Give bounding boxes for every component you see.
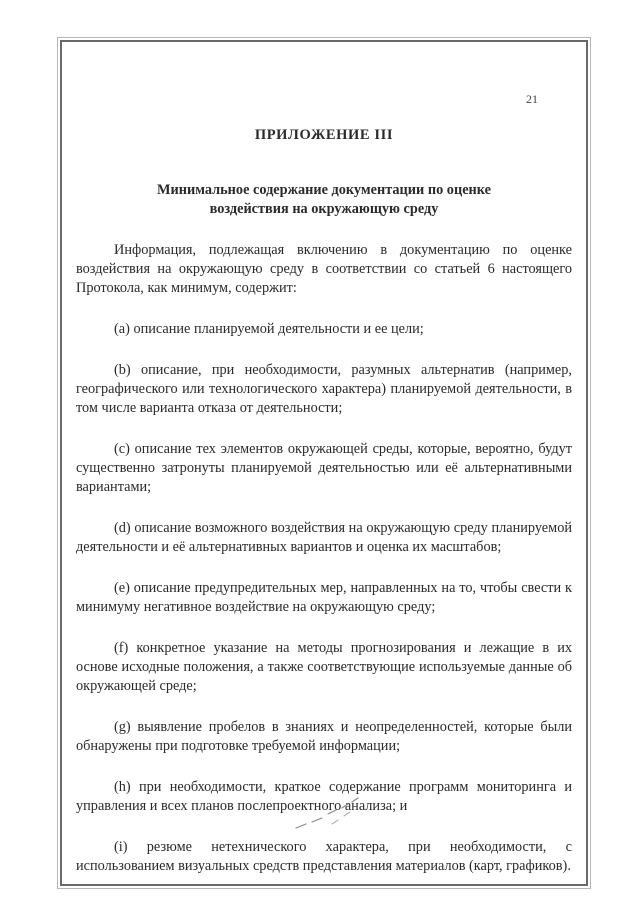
page-border <box>60 40 588 886</box>
list-item-a: (a) описание планируемой деятельности и ее цели; <box>114 321 424 337</box>
annex-subheading: Минимальное содержание документации по оценке воздействия на окружающую среду <box>156 182 491 217</box>
pen-mark-decoration <box>292 794 372 834</box>
list-item-e: (e) описание предупредительных мер, направленных на то, чтобы свести к минимуму негативное воздействие на окружающую среду; <box>76 580 572 615</box>
intro-paragraph: Информация, подлежащая включению в документацию по оценке воздействия на окружающую среду в соответствии со статьей 6 настоящего Протокола, как минимум, содержит: <box>76 242 572 296</box>
list-item-d: (d) описание возможного воздействия на окружающую среду планируемой деятельности и её альтернативных вариантов и оценка их масштабов; <box>76 520 572 555</box>
page-number: 21 <box>526 92 538 106</box>
list-item-f: (f) конкретное указание на методы прогнозирования и лежащие в их основе исходные положения, а также соответствующие используемые данные об окружающей среде; <box>76 640 572 694</box>
list-item-h: (h) при необходимости, краткое содержание программ мониторинга и управления и всех планов послепроектного анализа; и <box>76 779 572 814</box>
list-item-g: (g) выявление пробелов в знаниях и неопределенностей, которые были обнаружены при подготовке требуемой информации; <box>76 719 572 754</box>
list-item-b: (b) описание, при необходимости, разумных альтернатив (например, географического или технологического характера) планируемой деятельности, в том числе варианта отказа от деятельности; <box>76 362 572 416</box>
list-item-c: (c) описание тех элементов окружающей среды, которые, вероятно, будут существенно затронуты планируемой деятельностью или её альтернативными вариантами; <box>76 441 572 495</box>
annex-heading: ПРИЛОЖЕНИЕ III <box>254 127 394 143</box>
document-body <box>76 126 572 898</box>
list-item-i: (i) резюме нетехнического характера, при необходимости, с использованием визуальных средств представления материалов (карт, графиков). <box>76 839 572 874</box>
